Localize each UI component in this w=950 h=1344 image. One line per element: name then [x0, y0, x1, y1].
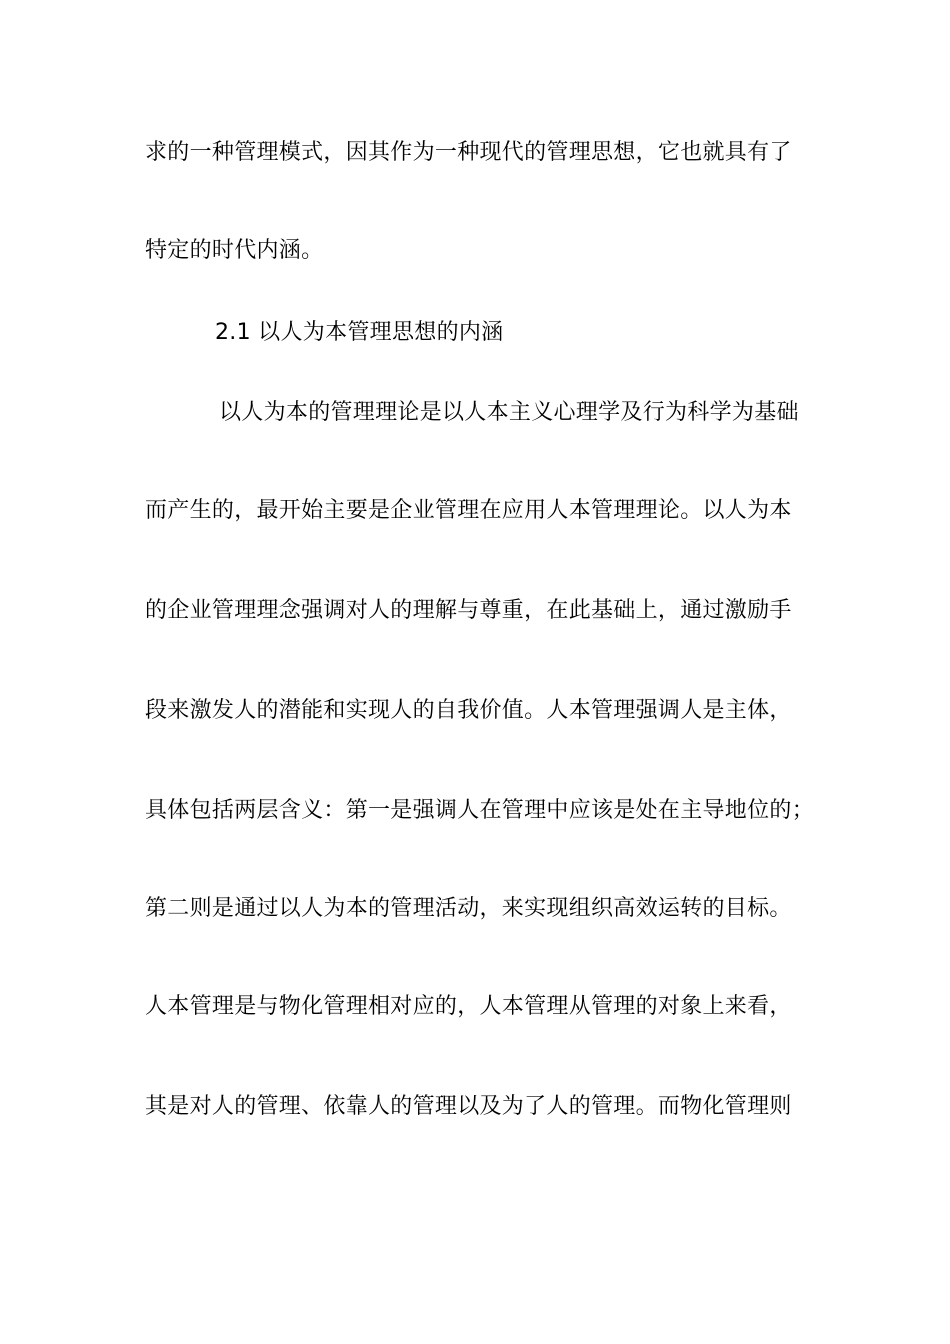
paragraph-line: 特定的时代内涵。 — [145, 238, 324, 263]
paragraph-line: 其是对人的管理、依靠人的管理以及为了人的管理。而物化管理则 — [145, 1094, 792, 1119]
paragraph-line: 而产生的，最开始主要是企业管理在应用人本管理理论。以人为本 — [145, 498, 792, 523]
paragraph-line: 以人为本的管理理论是以人本主义心理学及行为科学为基础 — [219, 400, 799, 425]
paragraph-line: 第二则是通过以人为本的管理活动，来实现组织高效运转的目标。 — [145, 896, 792, 921]
paragraph-line: 段来激发人的潜能和实现人的自我价值。人本管理强调人是主体， — [145, 698, 792, 723]
paragraph-line: 的企业管理理念强调对人的理解与尊重，在此基础上，通过激励手 — [145, 598, 792, 623]
paragraph-line: 求的一种管理模式，因其作为一种现代的管理思想，它也就具有了 — [145, 140, 792, 165]
section-heading: 2.1 以人为本管理思想的内涵 — [215, 320, 504, 345]
paragraph-line: 人本管理是与物化管理相对应的，人本管理从管理的对象上来看， — [145, 994, 792, 1019]
paragraph-line: 具体包括两层含义：第一是强调人在管理中应该是处在主导地位的； — [145, 798, 815, 823]
